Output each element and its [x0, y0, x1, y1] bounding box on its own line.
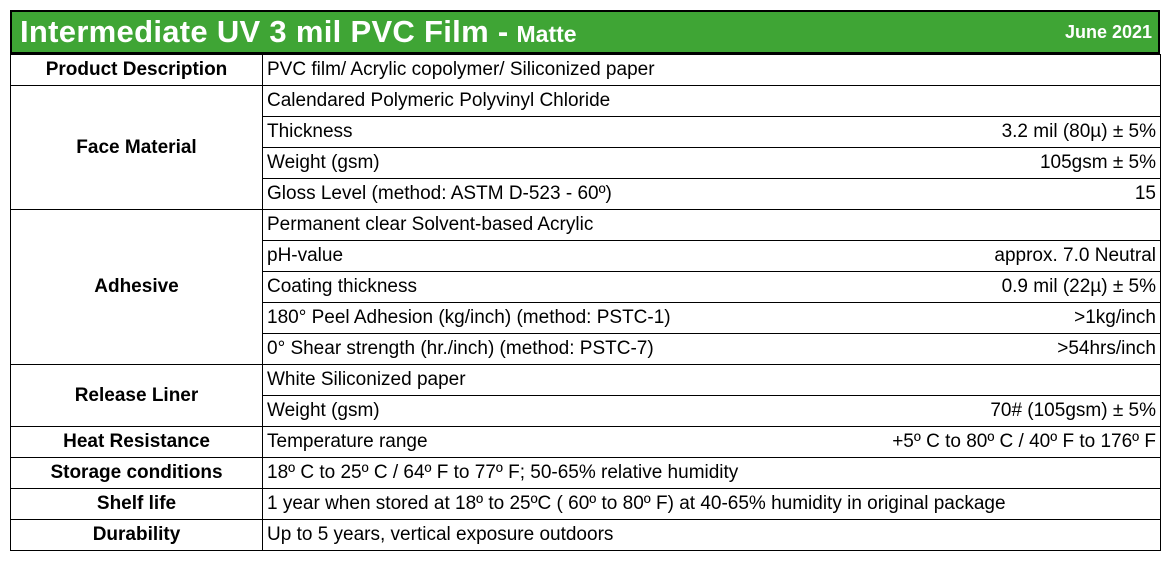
adhesive-ph-value: approx. 7.0 Neutral	[994, 245, 1156, 266]
face-thickness-pair	[267, 121, 1156, 143]
release-liner-weight-pair	[267, 400, 1156, 422]
title-group	[12, 14, 577, 50]
face-gloss-value: 15	[1134, 183, 1156, 204]
adhesive-ph-name: pH-value	[267, 245, 344, 266]
row-release-liner	[11, 365, 1161, 396]
face-gloss-pair	[267, 183, 1156, 205]
adhesive-peel-value: >1kg/inch	[1074, 307, 1156, 328]
adhesive-ph-pair	[267, 245, 1156, 267]
face-gloss-name: Gloss Level (method: ASTM D-523 - 60º)	[267, 183, 612, 204]
adhesive-peel-cell	[263, 303, 1161, 334]
adhesive-coating-pair	[267, 276, 1156, 298]
label-durability: Durability	[11, 520, 263, 551]
adhesive-shear-name: 0° Shear strength (hr./inch) (method: PSTC-7)	[267, 338, 654, 359]
value-shelf-life: 1 year when stored at 18º to 25ºC ( 60º to 80º F) at 40-65% humidity in original package	[263, 489, 1161, 520]
adhesive-peel-pair	[267, 307, 1156, 329]
label-face-material: Face Material	[11, 86, 263, 210]
row-shelf-life	[11, 489, 1161, 520]
label-product-description: Product Description	[11, 55, 263, 86]
face-thickness-cell	[263, 117, 1161, 148]
face-weight-value: 105gsm ± 5%	[1039, 152, 1156, 173]
adhesive-shear-cell	[263, 334, 1161, 365]
heat-resistance-pair	[267, 431, 1156, 453]
page-subtitle: Matte	[516, 21, 577, 47]
value-product-description: PVC film/ Acrylic copolymer/ Siliconized paper	[263, 55, 1161, 86]
row-product-description	[11, 55, 1161, 86]
label-storage: Storage conditions	[11, 458, 263, 489]
face-gloss-cell	[263, 179, 1161, 210]
face-weight-cell	[263, 148, 1161, 179]
face-weight-name: Weight (gsm)	[267, 152, 380, 173]
value-durability: Up to 5 years, vertical exposure outdoors	[263, 520, 1161, 551]
row-storage	[11, 458, 1161, 489]
row-heat-resistance	[11, 427, 1161, 458]
label-heat-resistance: Heat Resistance	[11, 427, 263, 458]
release-liner-weight-name: Weight (gsm)	[267, 400, 380, 421]
release-liner-weight-value: 70# (105gsm) ± 5%	[990, 400, 1156, 421]
adhesive-coating-name: Coating thickness	[267, 276, 417, 297]
release-liner-weight-cell	[263, 396, 1161, 427]
adhesive-coating-value: 0.9 mil (22µ) ± 5%	[1001, 276, 1156, 297]
spec-table	[10, 54, 1161, 551]
page-title: Intermediate UV 3 mil PVC Film -	[20, 14, 509, 49]
label-adhesive: Adhesive	[11, 210, 263, 365]
heat-resistance-value: +5º C to 80º C / 40º F to 176º F	[892, 431, 1156, 452]
adhesive-shear-pair	[267, 338, 1156, 360]
row-adhesive	[11, 210, 1161, 241]
label-release-liner: Release Liner	[11, 365, 263, 427]
adhesive-shear-value: >54hrs/inch	[1057, 338, 1156, 359]
heat-resistance-cell	[263, 427, 1161, 458]
title-bar	[10, 10, 1160, 54]
adhesive-ph-cell	[263, 241, 1161, 272]
face-thickness-name: Thickness	[267, 121, 353, 142]
face-weight-pair	[267, 152, 1156, 174]
face-material-intro: Calendared Polymeric Polyvinyl Chloride	[263, 86, 1161, 117]
spec-sheet	[10, 10, 1160, 551]
adhesive-coating-cell	[263, 272, 1161, 303]
adhesive-intro: Permanent clear Solvent-based Acrylic	[263, 210, 1161, 241]
label-shelf-life: Shelf life	[11, 489, 263, 520]
value-storage: 18º C to 25º C / 64º F to 77º F; 50-65% relative humidity	[263, 458, 1161, 489]
row-face-material	[11, 86, 1161, 117]
date-label: June 2021	[1064, 21, 1152, 42]
heat-resistance-name: Temperature range	[267, 431, 428, 452]
face-thickness-value: 3.2 mil (80µ) ± 5%	[1001, 121, 1156, 142]
adhesive-peel-name: 180° Peel Adhesion (kg/inch) (method: PSTC-1)	[267, 307, 671, 328]
row-durability	[11, 520, 1161, 551]
release-liner-intro: White Siliconized paper	[263, 365, 1161, 396]
